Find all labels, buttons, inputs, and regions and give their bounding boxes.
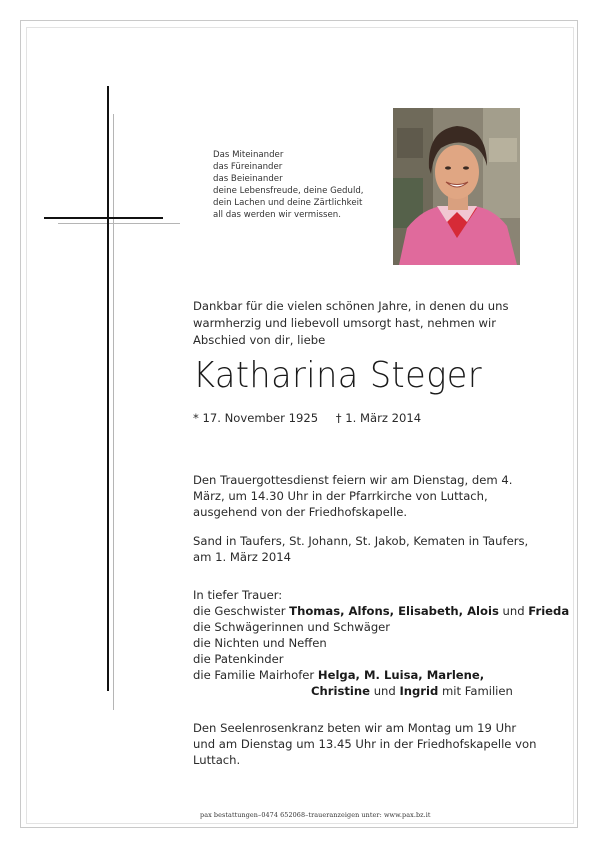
mourners-nieces: die Nichten und Neffen <box>193 636 327 650</box>
siblings-and: und <box>502 604 525 618</box>
poem-line: das Beieinander <box>213 173 283 184</box>
place-and-date: Sand in Taufers, St. Johann, St. Jakob, Kematen in Taufers, am 1. März 2014 <box>193 534 529 564</box>
poem-line: all das werden wir vermissen. <box>213 209 341 220</box>
life-dates <box>193 411 533 425</box>
funeral-service-text: Den Trauergottesdienst feiern wir am Dienstag, dem 4. März, um 14.30 Uhr in der Pfarrkirche von Luttach, ausgehend von der Friedhofskapelle. <box>193 473 513 519</box>
family-names-2: Christine <box>311 684 370 698</box>
death-date: † 1. März 2014 <box>335 411 422 425</box>
mourners-heading: In tiefer Trauer: <box>193 588 283 602</box>
family-suffix: mit Familien <box>441 684 513 698</box>
poem-line: das Füreinander <box>213 161 283 172</box>
footer-imprint: pax bestattungen–0474 652068–traueranzeigen unter: www.pax.bz.it <box>200 811 431 819</box>
deceased-name: Katharina Steger <box>193 355 483 396</box>
memorial-poem <box>213 150 383 221</box>
mourners-family <box>193 667 533 683</box>
mourners-godchildren: die Patenkinder <box>193 652 284 666</box>
portrait-illustration <box>393 108 520 265</box>
mourners-siblings <box>193 603 570 619</box>
family-and: und <box>373 684 396 698</box>
poem-line: dein Lachen und deine Zärtlichkeit <box>213 197 363 208</box>
family-prefix: die Familie Mairhofer <box>193 668 315 682</box>
family-names: Helga, M. Luisa, Marlene, <box>317 668 485 682</box>
cross-shadow-horizontal <box>58 223 180 224</box>
cross-horizontal-bar <box>44 217 163 219</box>
siblings-names: Thomas, Alfons, Elisabeth, Alois <box>289 604 499 618</box>
family-names-3: Ingrid <box>399 684 439 698</box>
mourners-in-laws: die Schwägerinnen und Schwäger <box>193 620 391 634</box>
portrait-photo <box>393 108 520 265</box>
cross-vertical-bar <box>107 86 109 691</box>
mourners-list <box>193 587 570 699</box>
siblings-prefix: die Geschwister <box>193 604 286 618</box>
poem-line: Das Miteinander <box>213 150 284 160</box>
poem-line: deine Lebensfreude, deine Geduld, <box>213 185 364 196</box>
intro-text: Dankbar für die vielen schönen Jahre, in denen du uns warmherzig und liebevoll umsorgt hast, nehmen wir Abschied von dir, liebe <box>193 299 509 347</box>
siblings-last-name: Frieda <box>528 604 570 618</box>
mourners-family-cont <box>193 683 533 699</box>
cross-shadow-vertical <box>113 114 114 710</box>
rosary-text: Den Seelenrosenkranz beten wir am Montag um 19 Uhr und am Dienstag um 13.45 Uhr in der Friedhofskapelle von Luttach. <box>193 721 537 767</box>
birth-date: * 17. November 1925 <box>193 411 319 425</box>
